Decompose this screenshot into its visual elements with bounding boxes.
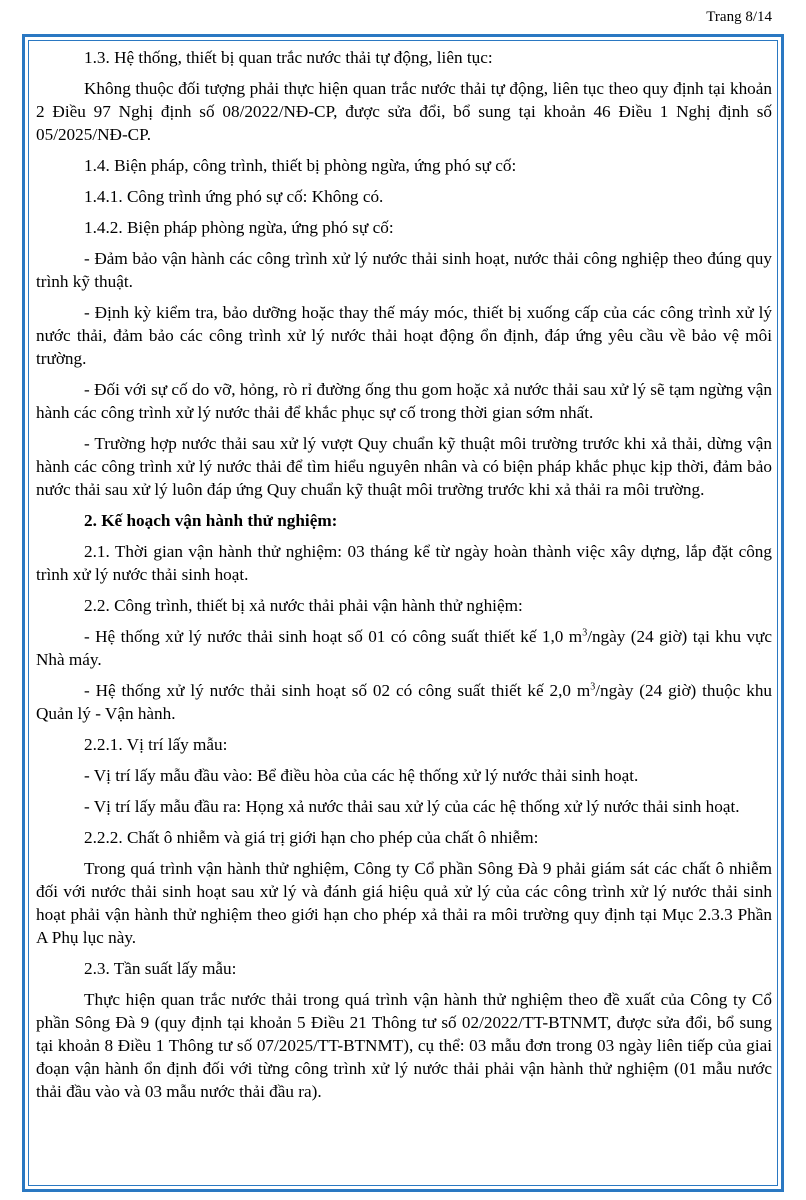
paragraph: Thực hiện quan trắc nước thải trong quá trình vận hành thử nghiệm theo đề xuất của Công ty Cổ phần Sông Đà 9 (quy định tại khoản 5 Điều 21 Thông tư số 02/2022/TT-BTNMT, được sửa đổi, bổ sung tại khoản 8 Điều 1 Thông tư số 07/2025/TT-BTNMT), cụ thể: 03 mẫu đơn trong 03 ngày liên tiếp của giai đoạn vận hành ổn định đối với từng công trình xử lý nước thải phải vận hành thử nghiệm (01 mẫu nước thải đầu vào và 03 mẫu nước thải đầu ra). <box>36 990 772 1101</box>
bullet-paragraph <box>36 679 772 725</box>
page-number: Trang 8/14 <box>706 9 772 25</box>
heading-2-3: 2.3. Tần suất lấy mẫu: <box>84 959 237 978</box>
bullet-paragraph: - Vị trí lấy mẫu đầu vào: Bể điều hòa của các hệ thống xử lý nước thải sinh hoạt. <box>84 766 639 785</box>
bullet-paragraph: - Vị trí lấy mẫu đầu ra: Họng xả nước thải sau xử lý của các hệ thống xử lý nước thải sinh hoạt. <box>84 797 740 816</box>
bullet-paragraph: - Đối với sự cố do vỡ, hỏng, rò rỉ đường ống thu gom hoặc xả nước thải sau xử lý sẽ tạm ngừng vận hành các công trình xử lý nước thải để khắc phục sự cố trong thời gian sớm nhất. <box>36 380 772 422</box>
paragraph: Không thuộc đối tượng phải thực hiện quan trắc nước thải tự động, liên tục theo quy định tại khoản 2 Điều 97 Nghị định số 08/2022/NĐ-CP, được sửa đổi, bổ sung tại khoản 46 Điều 1 Nghị định số 05/2025/NĐ-CP. <box>36 79 772 144</box>
bullet-paragraph: - Định kỳ kiểm tra, bảo dưỡng hoặc thay thế máy móc, thiết bị xuống cấp của các công trình xử lý nước thải, đảm bảo các công trình xử lý nước thải hoạt động ổn định, đáp ứng yêu cầu về bảo vệ môi trường. <box>36 303 772 368</box>
heading-1-3: 1.3. Hệ thống, thiết bị quan trắc nước thải tự động, liên tục: <box>84 48 493 67</box>
bullet-paragraph: - Đảm bảo vận hành các công trình xử lý nước thải sinh hoạt, nước thải công nghiệp theo đúng quy trình kỹ thuật. <box>36 249 772 291</box>
paragraph: Trong quá trình vận hành thử nghiệm, Công ty Cổ phần Sông Đà 9 phải giám sát các chất ô nhiễm đối với nước thải sinh hoạt sau xử lý và đánh giá hiệu quả xử lý của các công trình xử lý nước thải sinh hoạt phải vận hành thử nghiệm theo giới hạn cho phép xả thải ra môi trường quy định tại Mục 2.3.3 Phần A Phụ lục này. <box>36 859 772 947</box>
text-run: /ngày (24 giờ) tại khu vực Nhà máy. <box>36 627 773 669</box>
text-run: - Hệ thống xử lý nước thải sinh hoạt số 01 có công suất thiết kế 1,0 m <box>84 627 583 646</box>
section-heading-2: 2. Kế hoạch vận hành thử nghiệm: <box>84 511 338 530</box>
heading-2-2-2: 2.2.2. Chất ô nhiễm và giá trị giới hạn cho phép của chất ô nhiễm: <box>84 828 539 847</box>
heading-2-1: 2.1. Thời gian vận hành thử nghiệm: 03 tháng kể từ ngày hoàn thành việc xây dựng, lắp đặt công trình xử lý nước thải sinh hoạt. <box>36 542 772 584</box>
text-run: - Hệ thống xử lý nước thải sinh hoạt số 02 có công suất thiết kế 2,0 m <box>84 681 591 700</box>
bullet-paragraph <box>36 625 772 671</box>
document-body <box>36 46 772 1111</box>
heading-1-4-1: 1.4.1. Công trình ứng phó sự cố: Không có. <box>84 187 384 206</box>
heading-2-2: 2.2. Công trình, thiết bị xả nước thải phải vận hành thử nghiệm: <box>84 596 523 615</box>
heading-1-4: 1.4. Biện pháp, công trình, thiết bị phòng ngừa, ứng phó sự cố: <box>84 156 517 175</box>
bullet-paragraph: - Trường hợp nước thải sau xử lý vượt Quy chuẩn kỹ thuật môi trường trước khi xả thải, dừng vận hành các công trình xử lý nước thải để tìm hiểu nguyên nhân và có biện pháp khắc phục kịp thời, đảm bảo nước thải sau xử lý luôn đáp ứng Quy chuẩn kỹ thuật môi trường trước khi xả thải ra môi trường. <box>36 434 772 499</box>
text-run: /ngày (24 giờ) thuộc khu Quản lý - Vận hành. <box>36 681 773 723</box>
heading-1-4-2: 1.4.2. Biện pháp phòng ngừa, ứng phó sự cố: <box>84 218 394 237</box>
superscript: 3 <box>582 627 588 639</box>
heading-2-2-1: 2.2.1. Vị trí lấy mẫu: <box>84 735 228 754</box>
superscript: 3 <box>590 681 596 693</box>
